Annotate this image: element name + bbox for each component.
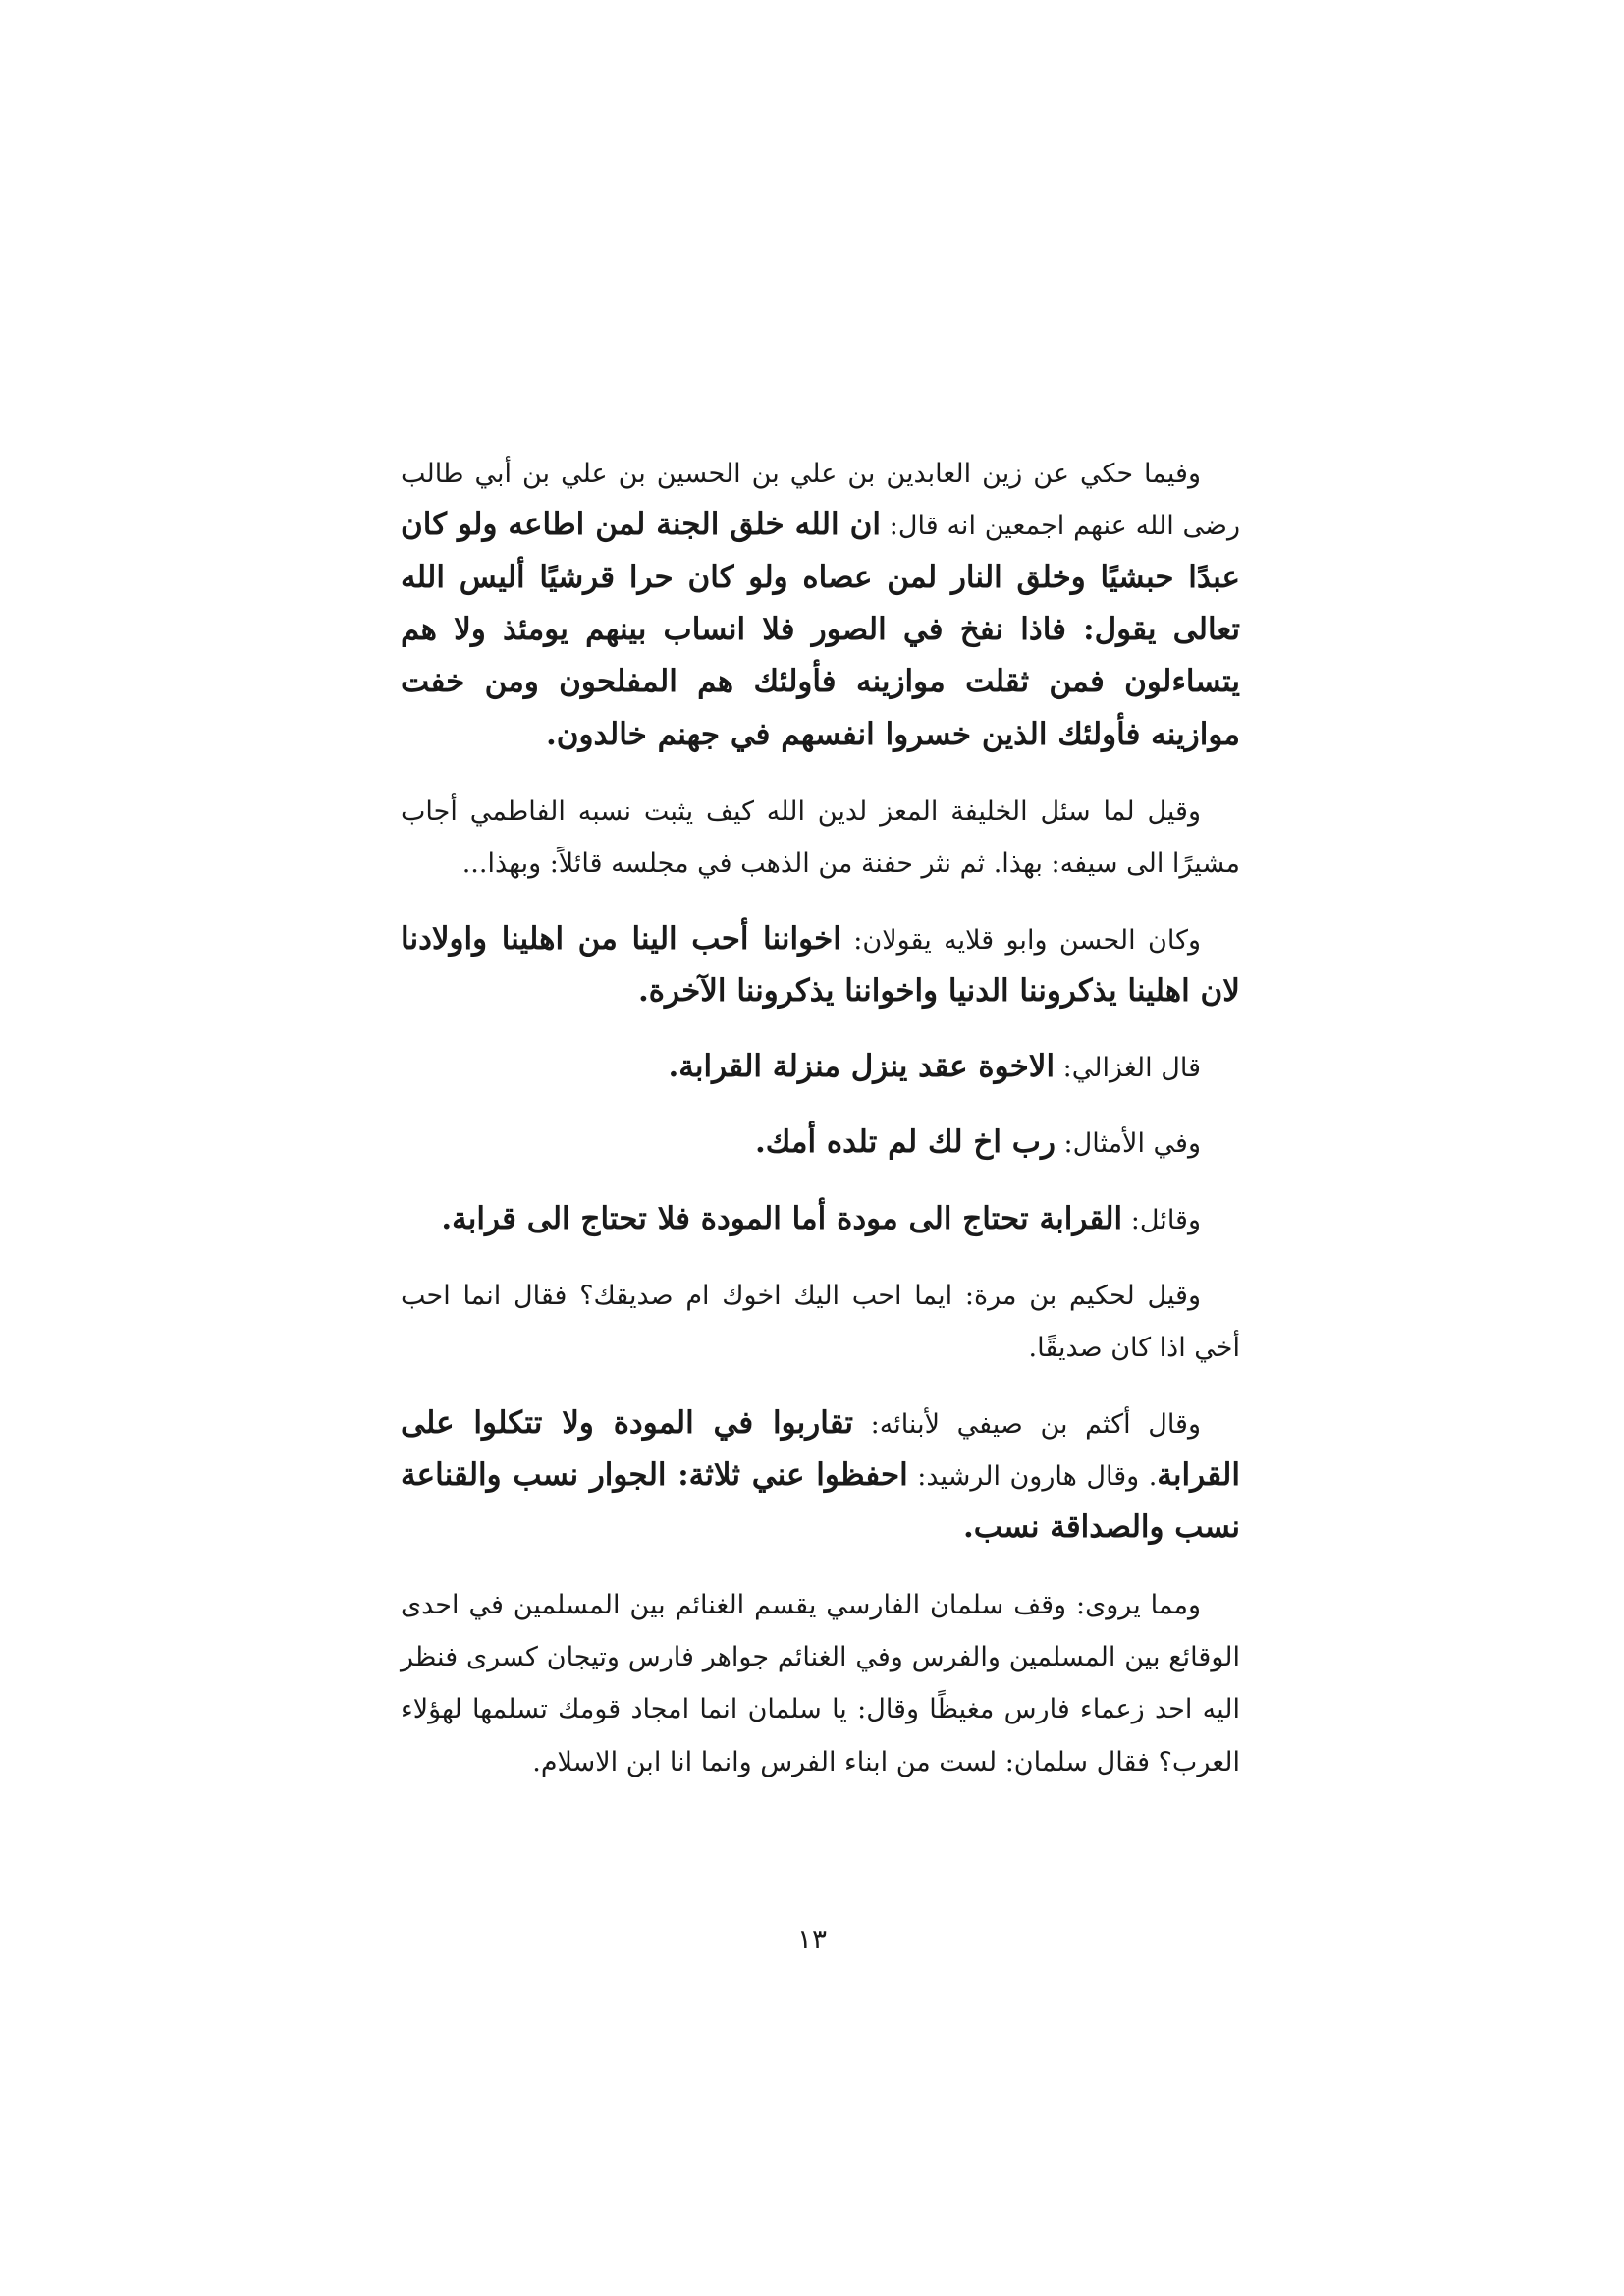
paragraph-normal-text: وقيل لما سئل الخليفة المعز لدين الله كيف يثبت نسبه الفاطمي أجاب مشيرًا الى سيفه: بهذا. ثم نثر حفنة من الذهب في مجلسه قائلاً: وبهذا... [401, 795, 1240, 880]
paragraph-aktham [401, 1397, 1240, 1555]
page-number: ١٣ [796, 1923, 828, 1955]
paragraph-bold-text: احفظوا عني ثلاثة: الجوار نسب والقناعة نسب والصداقة نسب. [401, 1457, 1240, 1546]
paragraph-al-muizz [401, 785, 1240, 890]
paragraph-bold-text: القرابة تحتاج الى مودة أما المودة فلا تحتاج الى قرابة. [441, 1200, 1123, 1236]
paragraph-al-hasan [401, 913, 1240, 1018]
page-body [401, 447, 1240, 1811]
paragraph-bold-text: ان الله خلق الجنة لمن اطاعه ولو كان عبدًا حبشيًا وخلق النار لمن عصاه ولو كان حرا قرشيًا أليس الله تعالى يقول: فاذا نفخ في الصور فلا انساب بينهم يومئذ ولا هم يتساءلون فمن ثقلت موازينه فأولئك هم المفلحون ومن خفت موازينه فأولئك الذين خسروا انفسهم في جهنم خالدون. [401, 507, 1240, 752]
paragraph-al-ghazali [401, 1041, 1240, 1093]
paragraph-hakim-bin-murra [401, 1269, 1240, 1374]
paragraph-normal-text: وفيما حكي عن زين العابدين بن علي بن الحسين بن علي بن أبي طالب رضى الله عنهم اجمعين انه قال: [401, 459, 1240, 542]
paragraph-bold-text: الاخوة عقد ينزل منزلة القرابة. [668, 1049, 1056, 1085]
paragraph-saying [401, 1193, 1240, 1245]
paragraph-normal-text: وقال أكثم بن صيفي لأبنائه: [853, 1408, 1201, 1440]
paragraph-normal-text: وقيل لحكيم بن مرة: ايما احب اليك اخوك ام صديقك؟ فقال انما احب أخي اذا كان صديقًا. [401, 1281, 1240, 1364]
paragraph-zain-al-abidin [401, 447, 1240, 761]
paragraph-salman [401, 1578, 1240, 1787]
paragraph-normal-text: وكان الحسن وابو قلايه يقولان: [840, 924, 1201, 956]
paragraph-normal-text: وقائل: [1122, 1204, 1201, 1235]
paragraph-bold-text: رب اخ لك لم تلده أمك. [754, 1124, 1056, 1161]
paragraph-normal-text: ومما يروى: وقف سلمان الفارسي يقسم الغنائم بين المسلمين في احدى الوقائع بين المسلمين والفرس وفي الغنائم جواهر فارس وتيجان كسرى فنظر اليه احد زعماء فارس مغيظًا وقال: يا سلمان انما امجاد قومك تسلمها لهؤلاء العرب؟ فقال سلمان: لست من ابناء الفرس وانما انا ابن الاسلام. [401, 1589, 1240, 1777]
paragraph-normal-text: قال الغزالي: [1055, 1053, 1201, 1084]
paragraph-normal-text: . وقال هارون الرشيد: [907, 1461, 1158, 1492]
paragraph-bold-text: اخواننا أحب الينا من اهلينا واولادنا لان اهلينا يذكروننا الدنيا واخواننا يذكروننا الآخرة. [401, 920, 1240, 1009]
paragraph-normal-text: وفي الأمثال: [1055, 1128, 1201, 1160]
paragraph-proverbs [401, 1117, 1240, 1169]
paragraph-bold-text: تقاربوا في المودة ولا تتكلوا على القرابة [401, 1404, 1240, 1493]
